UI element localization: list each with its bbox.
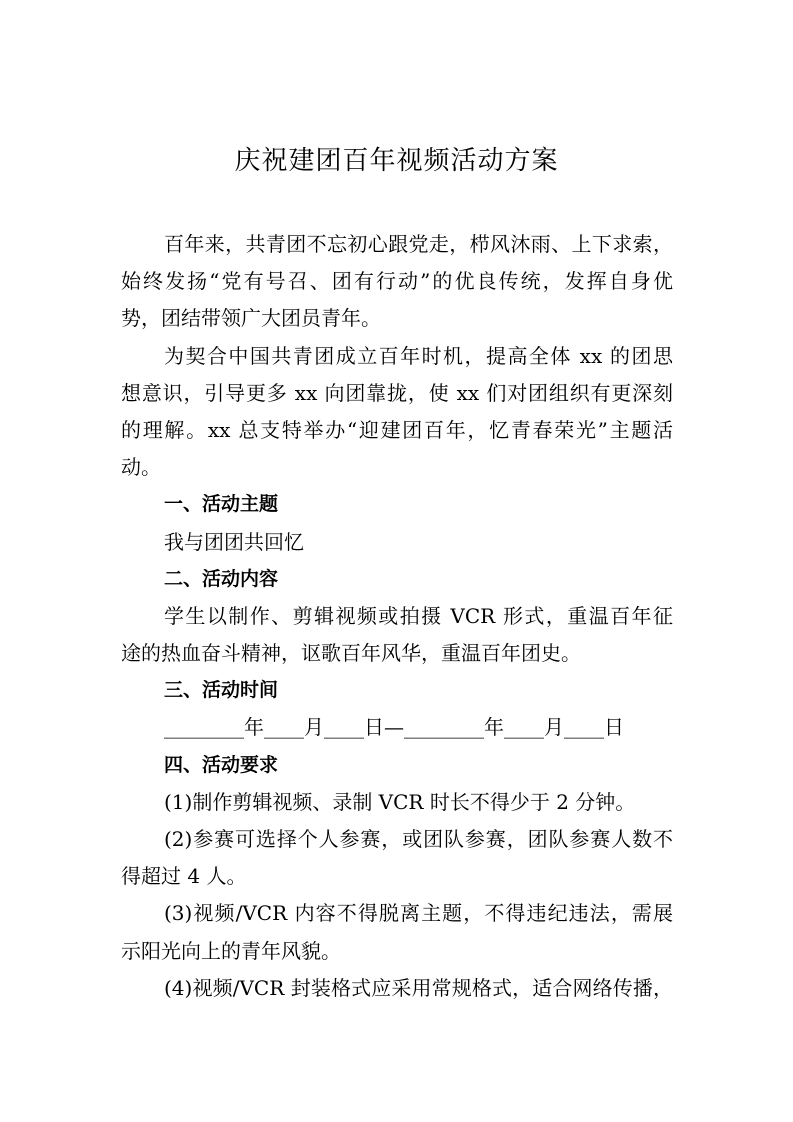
paragraph-line: 途的热血奋斗精神，讴歌百年风华，重温百年团史。 (121, 641, 581, 666)
requirement-line: (3)视频/VCR 内容不得脱离主题，不得违纪违法，需展 (164, 901, 673, 926)
requirement-line: 示阳光向上的青年风貌。 (121, 938, 341, 963)
section-heading: 一、活动主题 (164, 493, 279, 516)
paragraph-line: 始终发扬“党有号召、团有行动”的优良传统，发挥自身优 (121, 269, 673, 294)
requirement-line: 得超过 4 人。 (121, 864, 247, 889)
section-heading: 三、活动时间 (164, 679, 279, 702)
document-body (121, 226, 673, 1007)
requirement-line: (1)制作剪辑视频、录制 VCR 时长不得少于 2 分钟。 (164, 789, 636, 814)
paragraph-line: 想意识，引导更多 xx 向团靠拢，使 xx 们对团组织有更深刻 (121, 380, 673, 405)
date-range-blank: ________年____月____日—________年____月____日 (164, 715, 624, 740)
requirement-line: (4)视频/VCR 封装格式应采用常规格式，适合网络传播， (164, 975, 673, 1000)
requirement-line: (2)参赛可选择个人参赛，或团队参赛，团队参赛人数不 (164, 827, 673, 851)
paragraph-line: 百年来，共青团不忘初心跟党走，栉风沐雨、上下求索， (164, 232, 673, 256)
paragraph-line: 我与团团共回忆 (164, 529, 304, 554)
paragraph-line: 为契合中国共青团成立百年时机，提高全体 xx 的团思 (164, 343, 673, 368)
paragraph-line: 势，团结带领广大团员青年。 (121, 306, 381, 331)
paragraph-line: 的理解。xx 总支特举办“迎建团百年，忆青春荣光”主题活 (121, 417, 673, 442)
document-title: 庆祝建团百年视频活动方案 (234, 146, 559, 176)
paragraph-line: 动。 (121, 455, 161, 480)
paragraph-line: 学生以制作、剪辑视频或拍摄 VCR 形式，重温百年征 (164, 603, 673, 628)
section-heading: 二、活动内容 (164, 567, 279, 590)
section-heading: 四、活动要求 (164, 753, 279, 776)
